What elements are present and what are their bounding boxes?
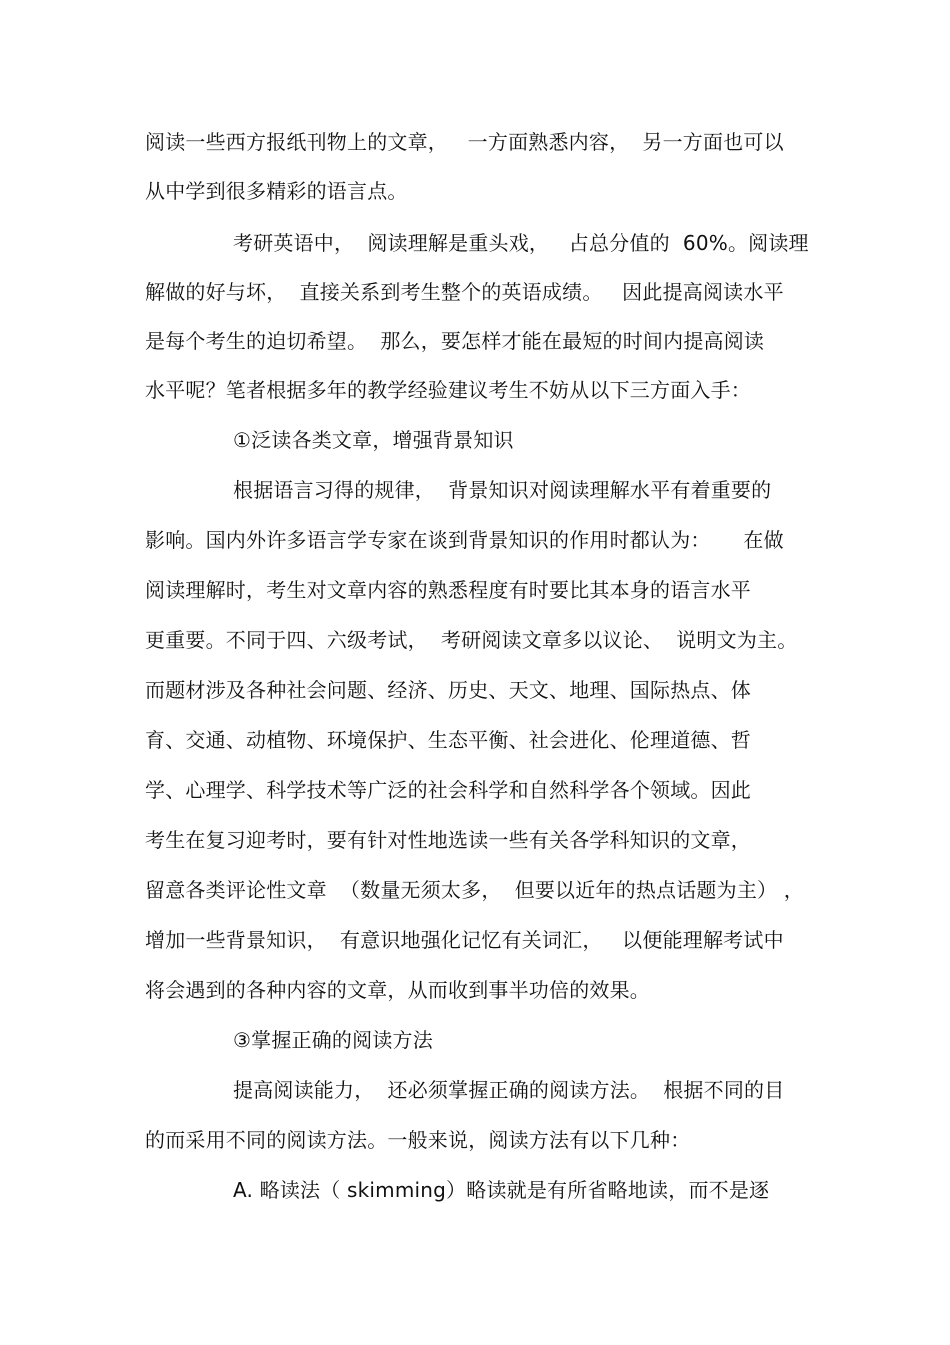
paragraph-line: 影响。国内外许多语言学专家在谈到背景知识的作用时都认为： 在做 (145, 528, 784, 552)
section-heading: ③掌握正确的阅读方法 (233, 1028, 433, 1052)
paragraph-line: 的而采用不同的阅读方法。一般来说，阅读方法有以下几种： (145, 1128, 691, 1152)
paragraph-line: 留意各类评论性文章 （数量无须太多， 但要以近年的热点话题为主） ， (145, 878, 804, 902)
paragraph-line: 从中学到很多精彩的语言点。 (145, 179, 408, 203)
paragraph-line: 更重要。不同于四、六级考试， 考研阅读文章多以议论、 说明文为主。 (145, 628, 798, 652)
paragraph-line: 育、交通、动植物、环境保护、生态平衡、社会进化、伦理道德、哲 (145, 728, 751, 752)
paragraph-line: 是每个考生的迫切希望。 那么，要怎样才能在最短的时间内提高阅读 (145, 329, 765, 353)
paragraph-line: 阅读理解时，考生对文章内容的熟悉程度有时要比其本身的语言水平 (145, 578, 751, 602)
paragraph-line: 考生在复习迎考时，要有针对性地选读一些有关各学科知识的文章， (145, 828, 751, 852)
paragraph-line: 水平呢？笔者根据多年的教学经验建议考生不妨从以下三方面入手： (145, 378, 751, 402)
paragraph-line: 阅读一些西方报纸刊物上的文章， 一方面熟悉内容， 另一方面也可以 (145, 130, 784, 154)
paragraph-line: 提高阅读能力， 还必须掌握正确的阅读方法。 根据不同的目 (233, 1078, 785, 1102)
paragraph-line: 根据语言习得的规律， 背景知识对阅读理解水平有着重要的 (233, 478, 772, 502)
paragraph-line: 增加一些背景知识， 有意识地强化记忆有关词汇， 以便能理解考试中 (145, 928, 784, 952)
paragraph-line: 考研英语中， 阅读理解是重头戏， 占总分值的 60%。阅读理 (233, 231, 809, 255)
paragraph-line: 解做的好与坏， 直接关系到考生整个的英语成绩。 因此提高阅读水平 (145, 280, 784, 304)
paragraph-line: 将会遇到的各种内容的文章，从而收到事半功倍的效果。 (145, 978, 650, 1002)
paragraph-line: 学、心理学、科学技术等广泛的社会科学和自然科学各个领域。因此 (145, 778, 751, 802)
section-heading: ①泛读各类文章，增强背景知识 (233, 428, 514, 452)
paragraph-line: 而题材涉及各种社会问题、经济、历史、天文、地理、国际热点、体 (145, 678, 751, 702)
paragraph-line: A. 略读法（ skimming）略读就是有所省略地读，而不是逐 (233, 1178, 770, 1202)
